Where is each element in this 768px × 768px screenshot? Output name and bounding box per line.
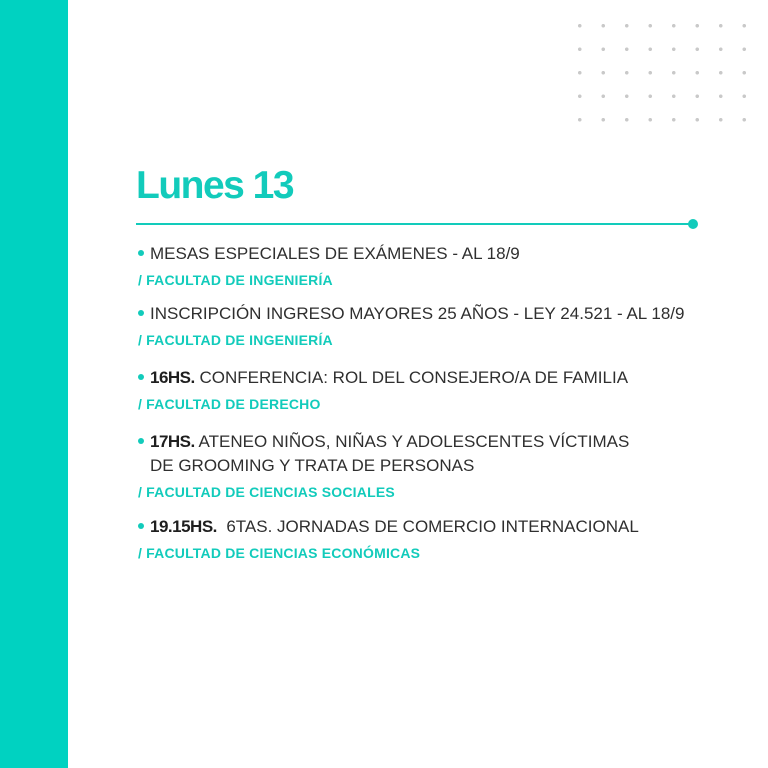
side-accent-bar: [0, 0, 68, 768]
event-title-continued: DE GROOMING Y TRATA DE PERSONAS: [150, 456, 475, 475]
event-title: [138, 302, 684, 326]
event-item: [138, 302, 684, 348]
bullet-icon: [138, 438, 144, 444]
decorative-dot-grid: [568, 14, 758, 130]
event-item: [138, 430, 629, 500]
event-time: 16HS.: [150, 368, 195, 387]
page-title: Lunes 13: [136, 164, 294, 207]
bullet-icon: [138, 523, 144, 529]
event-faculty: / FACULTAD DE CIENCIAS ECONÓMICAS: [138, 545, 421, 561]
event-item: [138, 515, 639, 561]
event-time: 19.15HS.: [150, 517, 217, 536]
event-title: [138, 515, 639, 539]
event-title-text: ATENEO NIÑOS, NIÑAS Y ADOLESCENTES VÍCTIMAS: [198, 432, 630, 451]
event-faculty: / FACULTAD DE CIENCIAS SOCIALES: [138, 484, 395, 500]
event-title-text: CONFERENCIA: ROL DEL CONSEJERO/A DE FAMILIA: [199, 368, 629, 387]
event-title: [138, 430, 629, 454]
event-faculty: / FACULTAD DE INGENIERÍA: [138, 332, 333, 348]
bullet-icon: [138, 374, 144, 380]
event-time: 17HS.: [150, 432, 195, 451]
event-item: [138, 242, 520, 288]
divider-end-dot: [688, 219, 698, 229]
event-faculty: / FACULTAD DE INGENIERÍA: [138, 272, 333, 288]
event-title-text: MESAS ESPECIALES DE EXÁMENES - AL 18/9: [150, 244, 520, 263]
bullet-icon: [138, 310, 144, 316]
bullet-icon: [138, 250, 144, 256]
event-title: [138, 242, 520, 266]
event-title: [138, 366, 628, 390]
event-title-text: 6TAS. JORNADAS DE COMERCIO INTERNACIONAL: [226, 517, 639, 536]
event-item: [138, 366, 628, 412]
title-divider: [136, 223, 694, 225]
event-faculty: / FACULTAD DE DERECHO: [138, 396, 321, 412]
event-title-text: INSCRIPCIÓN INGRESO MAYORES 25 AÑOS - LEY 24.521 - AL 18/9: [150, 304, 685, 323]
